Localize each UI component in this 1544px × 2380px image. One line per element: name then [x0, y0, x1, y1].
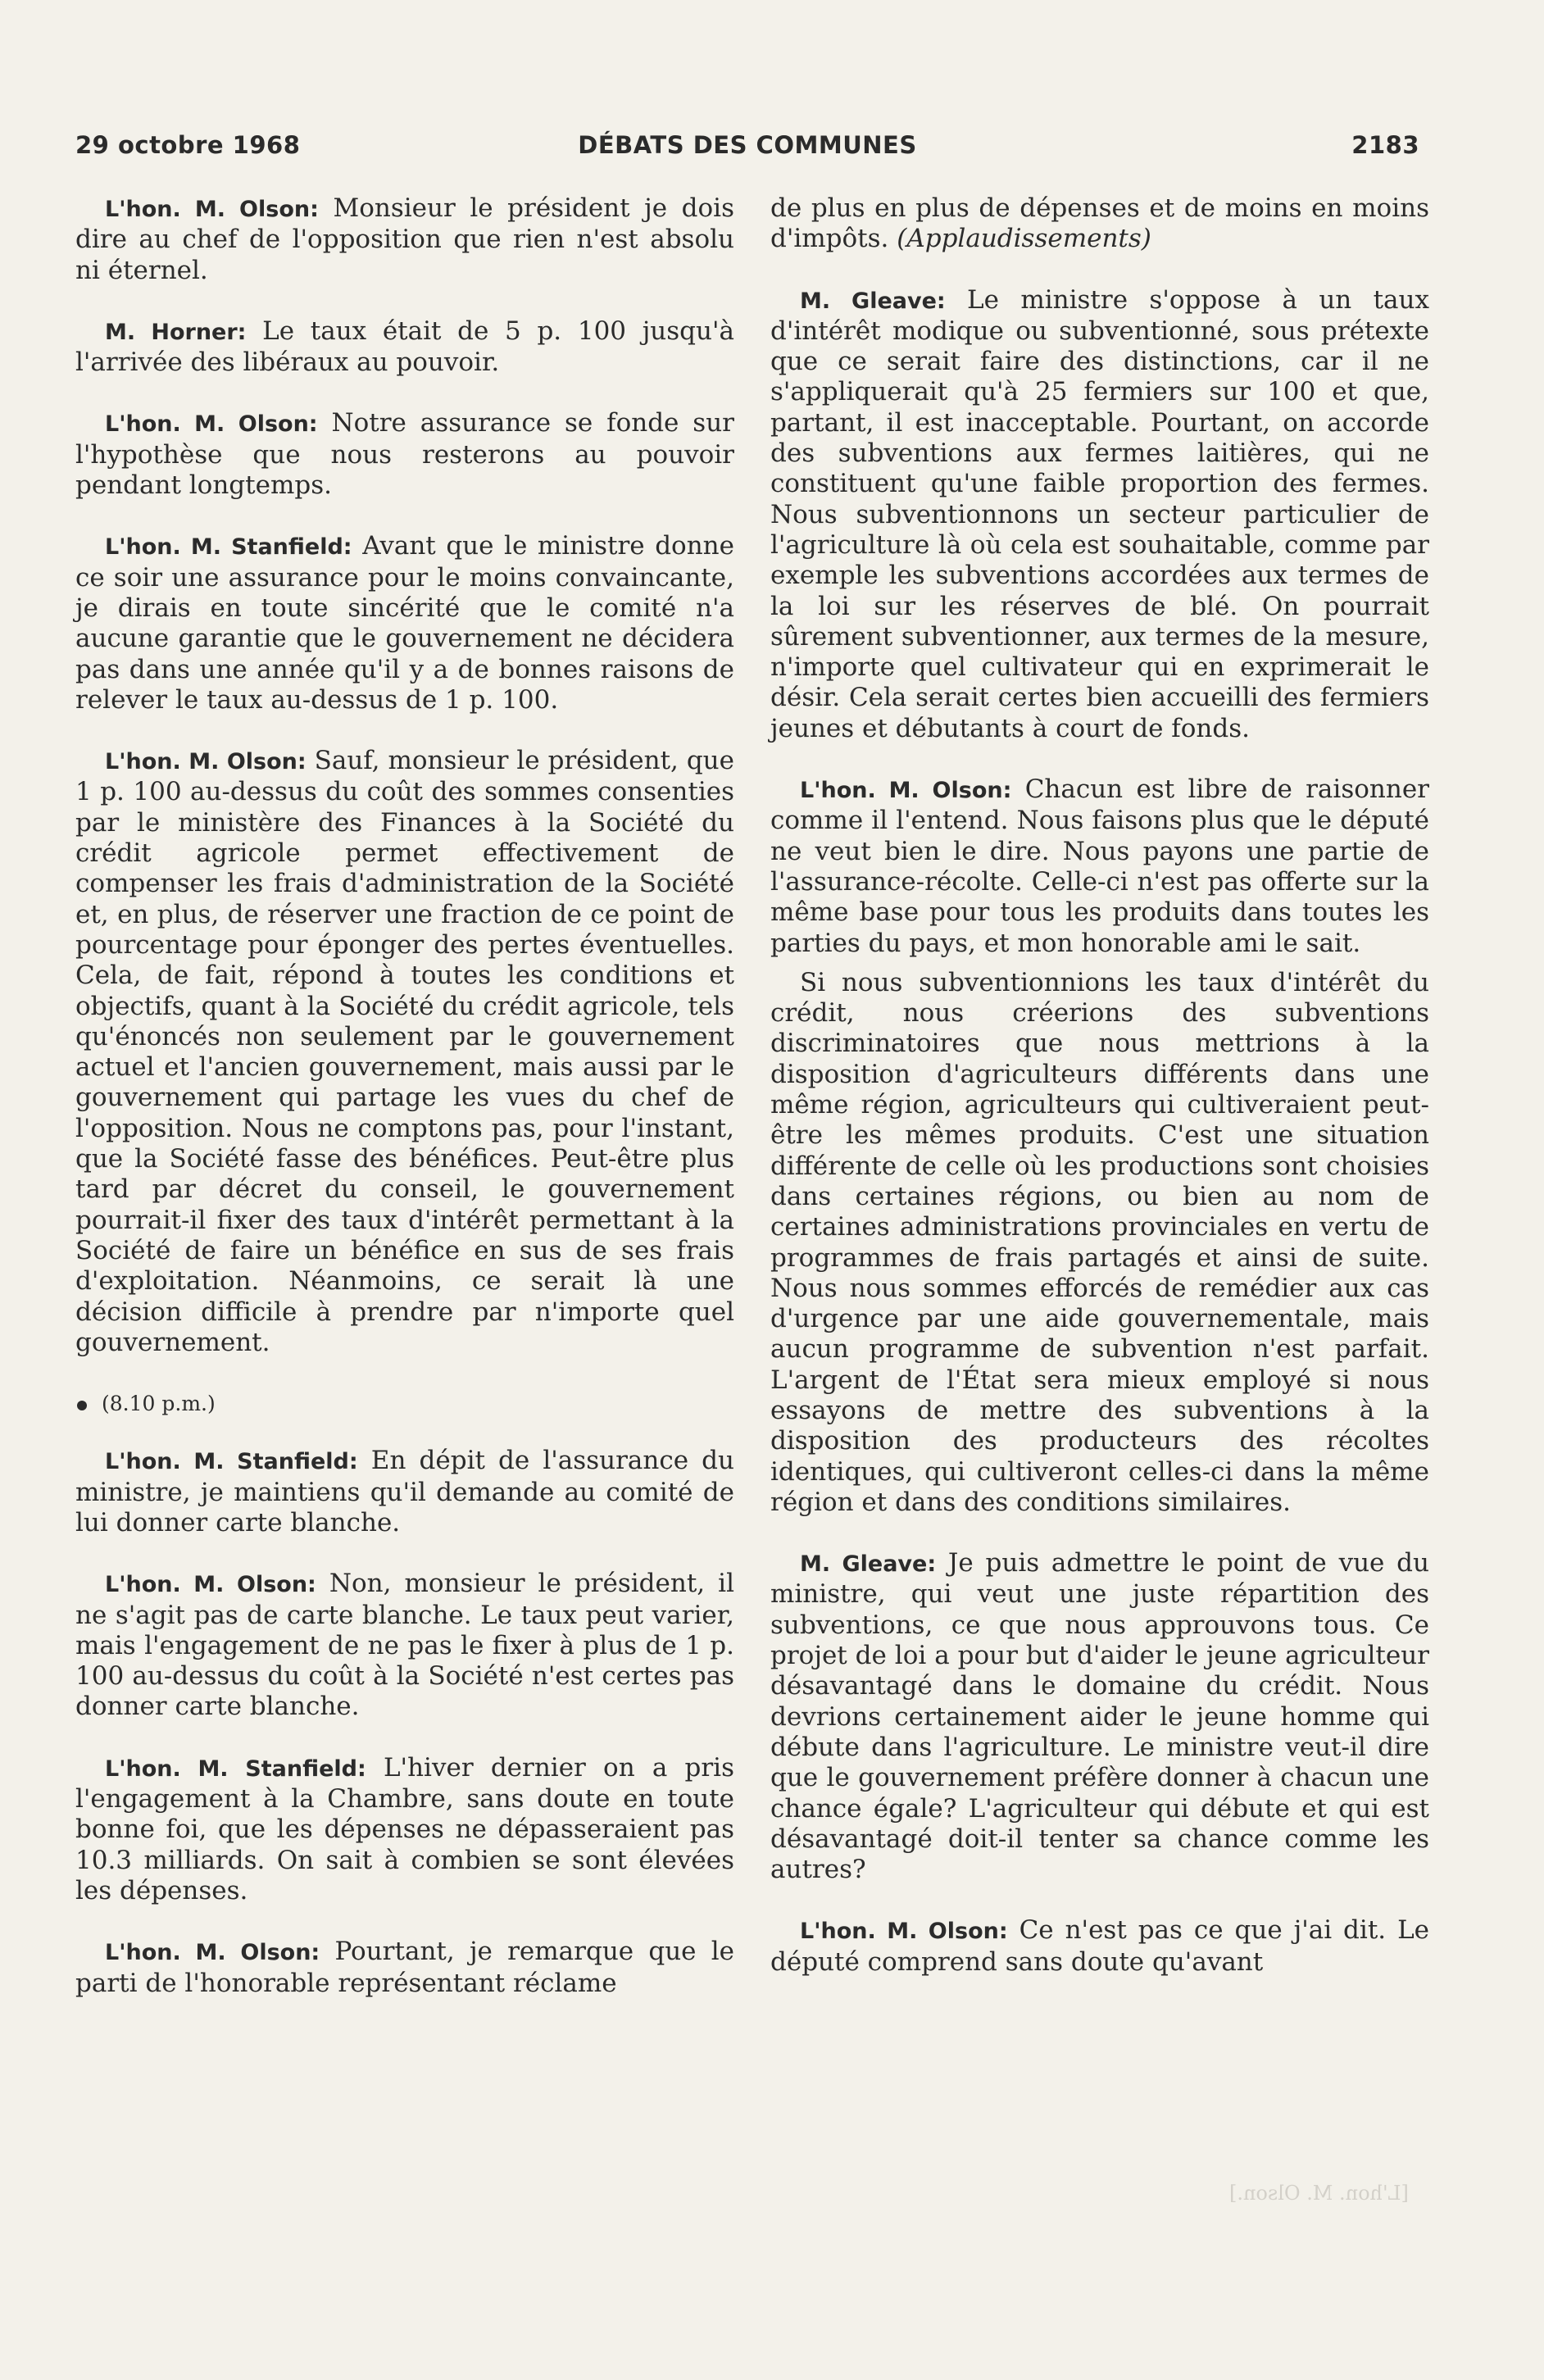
speaker-name: M. Horner: — [105, 319, 247, 345]
speaker-name: L'hon. M. Olson: — [105, 411, 318, 438]
speech-paragraph — [770, 1915, 1429, 1978]
speech-text: L'hiver dernier on a pris l'engagement à la Chambre, sans doute en toute bonne foi, que les dépenses ne dépasseraient pas 10.3 milliards. On sait à combien se sont élevées les dépenses. — [75, 1752, 734, 1905]
speech-text: Je puis admettre le point de vue du ministre, qui veut une juste répartition des subventions, ce que nous approuvons tous. Ce projet de loi a pour but d'aider le jeune agriculteur désavantagé dans le domaine du crédit. Nous devrions certainement aider le jeune homme qui débute dans l'agriculture. Le ministre veut-il dire que le gouvernement préfère donner à chacun une chance égale? L'agriculteur qui débute et qui est désavantagé doit-il tenter sa chance comme les autres? — [770, 1548, 1429, 1885]
speech-paragraph — [75, 1446, 734, 1538]
speech-text: Avant que le ministre donne ce soir une assurance pour le moins convaincante, je dirais en toute sincérité que le comité n'a aucune garantie que le gouvernement ne décidera pas dans une année qu'il y a de bonnes raisons de relever le taux au-dessus de 1 p. 100. — [75, 531, 734, 715]
speech-paragraph — [75, 1569, 734, 1722]
speaker-name: L'hon. M. Olson: — [105, 1572, 316, 1598]
bleed-through-text: [L'hon. M. Olson.] — [1229, 2182, 1409, 2205]
speech-text: Monsieur le président je dois dire au chef de l'opposition que rien n'est absolu ni éternel. — [75, 193, 734, 285]
header-title: DÉBATS DES COMMUNES — [578, 131, 917, 159]
speech-paragraph — [75, 1753, 734, 1906]
speech-text: Chacun est libre de raisonner comme il l'entend. Nous faisons plus que le député ne veut bien le dire. Nous payons une partie de l'assurance-récolte. Celle-ci n'est pas offerte sur la même base pour tous les produits dans toutes les parties du pays, et mon honorable ami le sait. — [770, 774, 1429, 958]
speaker-name: L'hon. M. Stanfield: — [105, 1449, 358, 1475]
speech-paragraph — [770, 285, 1429, 744]
speech-paragraph — [770, 193, 1429, 255]
speaker-name: L'hon. M. Olson: — [105, 1940, 320, 1966]
page-number: 2183 — [1351, 131, 1419, 159]
speech-text: Sauf, monsieur le président, que 1 p. 100 au-dessus du coût des sommes consenties par le ministère des Finances à la Société du crédit agricole permet effectivement de compenser les frais d'administration de la Société et, en plus, de réserver une fraction de ce point de pourcentage pour éponger des pertes éventuelles. Cela, de fait, répond à toutes les conditions et objectifs, quant à la Société du crédit agricole, tels qu'énoncés non seulement par le gouvernement actuel et l'ancien gouvernement, mais aussi par le gouvernement qui partage les vues du chef de l'opposition. Nous ne comptons pas, pour l'instant, que la Société fasse des bénéfices. Peut-être plus tard par décret du conseil, le gouvernement pourrait-il fixer des taux d'intérêt permettant à la Société de faire un bénéfice en sus de ses frais d'exploitation. Néanmoins, ce serait là une décision difficile à prendre par n'importe quel gouvernement. — [75, 746, 734, 1357]
speech-text: Le ministre s'oppose à un taux d'intérêt modique ou subventionné, sous prétexte que ce serait faire des distinctions, car il ne s'appliquerait qu'à 25 fermiers sur 100 et que, partant, il est inacceptable. Pourtant, on accorde des subventions aux fermes laitières, qui ne constituent qu'une faible proportion des fermes. Nous subventionnons un secteur particulier de l'agriculture là où cela est souhaitable, comme par exemple les subventions accordées aux termes de la loi sur les réserves de blé. On pourrait sûrement subventionner, aux termes de la mesure, n'importe quel cultivateur qui en exprimerait le désir. Cela serait certes bien accueilli des fermiers jeunes et débutants à court de fonds. — [770, 284, 1429, 743]
speech-paragraph — [75, 193, 734, 286]
speech-paragraph — [75, 408, 734, 501]
speech-text: Pourtant, je remarque que le parti de l'honorable représentant réclame — [75, 1937, 734, 1998]
left-column — [75, 193, 734, 2029]
speaker-name: M. Gleave: — [800, 288, 946, 314]
speaker-name: L'hon. M. Olson: — [105, 197, 319, 222]
speech-text: Le taux était de 5 p. 100 jusqu'à l'arrivée des libéraux au pouvoir. — [75, 316, 734, 378]
timestamp-text: (8.10 p.m.) — [102, 1392, 216, 1416]
speaker-name: L'hon. M. Olson: — [800, 778, 1012, 804]
speech-paragraph — [770, 968, 1429, 1518]
speech-text: En dépit de l'assurance du ministre, je maintiens qu'il demande au comité de lui donner carte blanche. — [75, 1446, 734, 1537]
timestamp-marker — [75, 1388, 734, 1419]
speaker-name: L'hon. M. Olson: — [105, 749, 307, 775]
speaker-name: M. Gleave: — [800, 1551, 937, 1578]
speech-paragraph — [770, 774, 1429, 959]
speech-text: Ce n'est pas ce que j'ai dit. Le député comprend sans doute qu'avant — [770, 1915, 1429, 1977]
speech-paragraph — [75, 316, 734, 379]
right-column — [770, 193, 1429, 2008]
header-date: 29 octobre 1968 — [75, 131, 301, 159]
speaker-name: L'hon. M. Stanfield: — [105, 534, 352, 561]
speech-paragraph — [75, 746, 734, 1358]
page-header — [75, 131, 1419, 170]
speech-text: Notre assurance se fonde sur l'hypothèse que nous resterons au pouvoir pendant longtemps. — [75, 408, 734, 501]
speech-paragraph — [75, 531, 734, 715]
stage-note: (Applaudissements) — [897, 224, 1151, 254]
speaker-name: L'hon. M. Stanfield: — [105, 1755, 366, 1782]
speech-paragraph — [770, 1548, 1429, 1885]
speech-text: Non, monsieur le président, il ne s'agit pas de carte blanche. Le taux peut varier, mais l'engagement de ne pas le fixer à plus de 1 p. 100 au-dessus du coût à la Société n'est certes pas donner carte blanche. — [75, 1569, 734, 1722]
speech-text: Si nous subventionnions les taux d'intérêt du crédit, nous créerions des subventions discriminatoires que nous mettrions à la disposition d'agriculteurs différents dans une même région, agriculteurs qui cultiveraient peut-être les mêmes produits. C'est une situation différente de celle où les productions sont choisies dans certaines régions, ou bien au nom de certaines administrations provinciales en vertu de programmes de frais partagés et ainsi de suite. Nous nous sommes efforcés de remédier aux cas d'urgence par une aide gouvernementale, mais aucun programme de subvention n'est parfait. L'argent de l'État sera mieux employé si nous essayons de mettre des subventions à la disposition des producteurs des récoltes identiques, qui cultiveront celles-ci dans la même région et dans des conditions similaires. — [770, 967, 1429, 1517]
speech-paragraph — [75, 1937, 734, 1999]
speaker-name: L'hon. M. Olson: — [800, 1919, 1008, 1945]
speech-text: de plus en plus de dépenses et de moins en moins d'impôts. — [770, 193, 1429, 254]
bullet-icon — [77, 1401, 87, 1410]
